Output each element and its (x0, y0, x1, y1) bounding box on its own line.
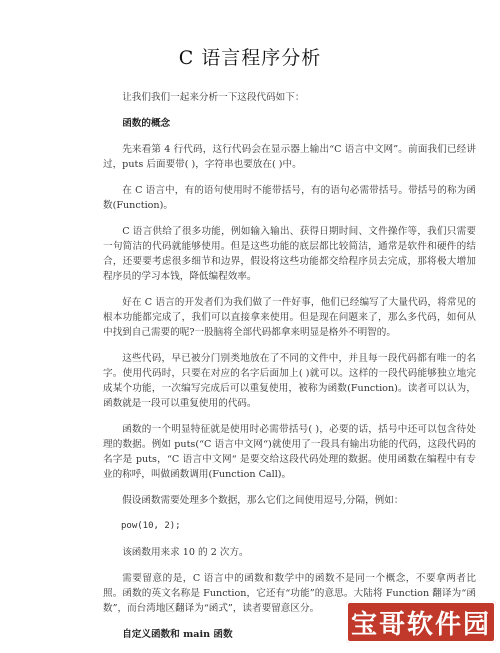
paragraph: 让我们我们一起来分析一下这段代码如下： (122, 92, 305, 103)
paragraph: C 语言供给了很多功能，例如输入输出、获得日期时间、文件操作等，我们只需要一句简洁的代码就能够使用。但是这些功能的底层都比较简洁，通常是软件和硬件的结合，还要要考虑很多细节和边界，假设将这些功能都交给程序员去完成，那将极大增加程序员的学习本钱，降低编程效率。 (103, 226, 476, 282)
paragraph: 这些代码，早已被分门别类地放在了不同的文件中，并且每一段代码都有唯一的名字。使用代码时，只要在对应的名字后面加上( )就可以。这样的一段代码能够独立地完成某个功能，一次编写完成后可以重复使用，被称为函数(Function)。读者可以认为，函数就是一段可以重复使用的代码。 (103, 353, 476, 409)
page-title: C 语言程序分析 (178, 47, 322, 69)
section-heading: 函数的概念 (122, 118, 171, 129)
paragraph: 在 C 语言中，有的语句使用时不能带括号，有的语句必需带括号。带括号的称为函数(Function)。 (103, 185, 476, 211)
watermark-text: 宝哥软件园 (350, 609, 491, 640)
article-body (103, 90, 476, 653)
watermark-logo (346, 601, 496, 643)
paragraph: 假设函数需要处理多个数据，那么它们之间使用逗号,分隔，例如： (122, 495, 404, 506)
paragraph: 需要留意的是，C 语言中的函数和数学中的函数不是同一个概念，不要拿两者比照。函数的英文名称是 Function，它还有“功能”的意思。大陆将 Function 翻译为“函数”，而台湾地区翻译为“函式”，读者要留意区分。 (103, 573, 476, 614)
paragraph: 该函数用来求 10 的 2 次方。 (122, 547, 249, 558)
paragraph: 先来看第 4 行代码，这行代码会在显示器上输出“C 语言中文网”。前面我们已经讲过，puts 后面要带( )，字符串也要放在( )中。 (103, 144, 476, 170)
section-heading: 自定义函数和 main 函数 (122, 629, 233, 640)
paragraph: 好在 C 语言的开发者们为我们做了一件好事，他们已经编写了大量代码，将常见的根本功能都完成了，我们可以直接拿来使用。但是现在问题来了，那么多代码，如何从中找到自己需要的呢?一股脑将全部代码都拿来明显是格外不明智的。 (103, 297, 476, 338)
code-line: pow(10, 2); (121, 521, 181, 531)
paragraph: 函数的一个明显特征就是使用时必需带括号( )，必要的话，括号中还可以包含待处理的数据。例如 puts(“C 语言中文网“)就使用了一段具有输出功能的代码，这段代码的名字是 puts，“C 语言中文网“ 是要交给这段代码处理的数据。使用函数在编程中有专业的称呼，叫做函数调用(Function Call)。 (103, 424, 476, 480)
